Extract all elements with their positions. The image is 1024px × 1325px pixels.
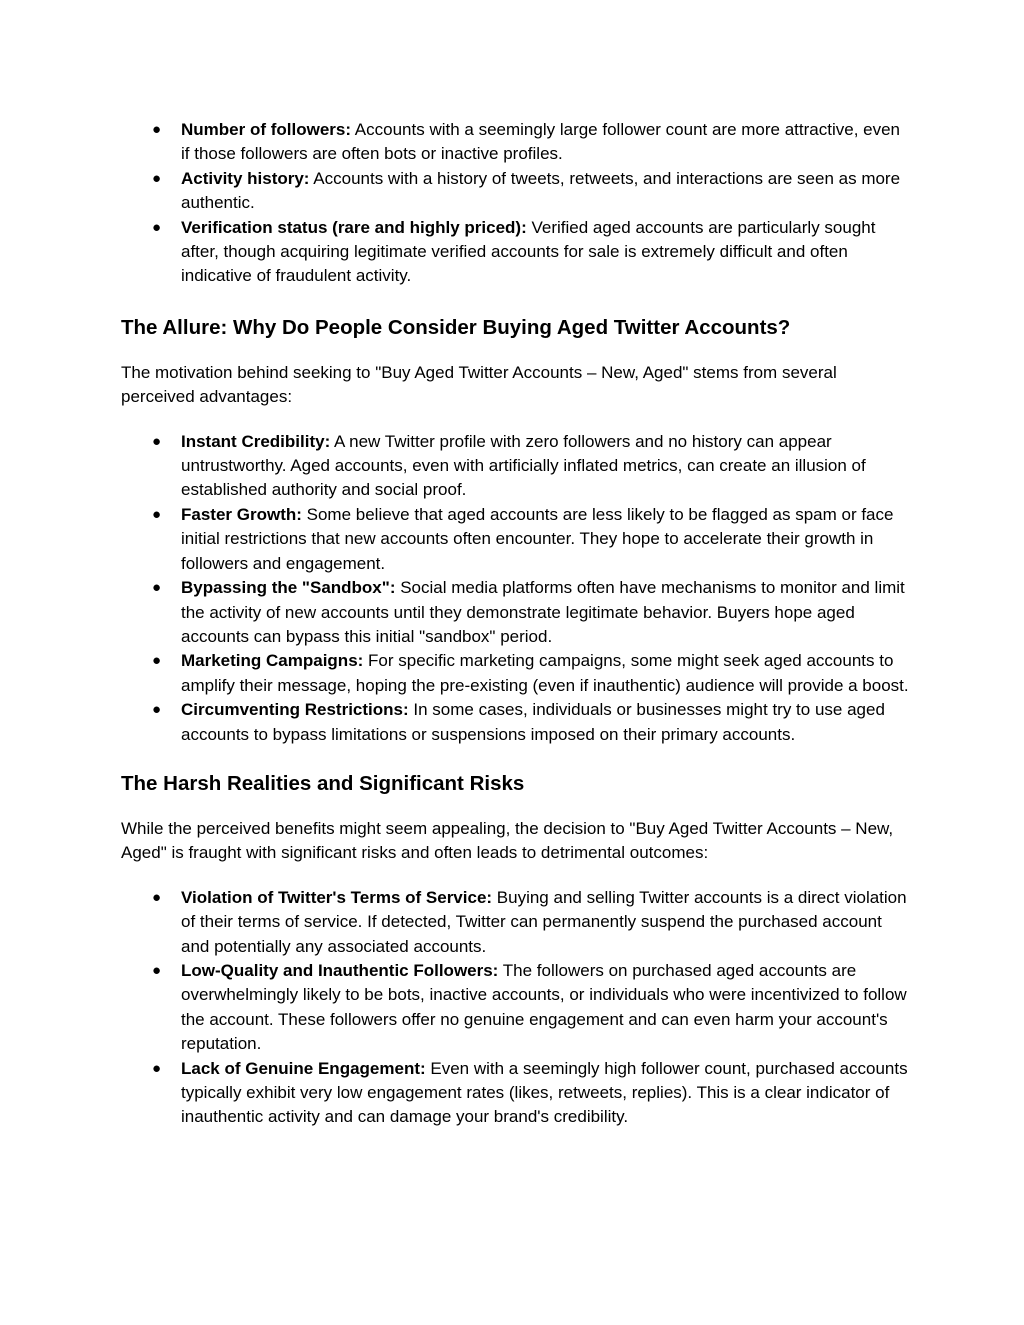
list-item — [121, 1057, 911, 1130]
item-text: Accounts with a seemingly large follower count are more attractive, even if those followers are often bots or inactive profiles. — [181, 120, 901, 164]
item-text: The followers on purchased aged accounts are overwhelmingly likely to be bots, inactive accounts, or individuals who were incentivized to follow the account. These followers offer no genuine engagement and can even harm your account's reputation. — [181, 960, 907, 1054]
item-label: Bypassing the "Sandbox": — [181, 578, 396, 598]
advantages-list — [121, 430, 911, 747]
item-label: Verification status (rare and highly priced): — [181, 217, 527, 237]
bullet-icon: ● — [152, 218, 162, 236]
item-label: Marketing Campaigns: — [181, 651, 364, 671]
list-item — [121, 698, 911, 747]
bullet-icon: ● — [152, 888, 162, 906]
item-text: Some believe that aged accounts are less likely to be flagged as spam or face initial restrictions that new accounts often encounter. They hope to accelerate their growth in followers and engagement. — [181, 504, 894, 573]
item-text: Accounts with a history of tweets, retweets, and interactions are seen as more authentic. — [181, 168, 901, 213]
bullet-icon: ● — [152, 432, 162, 450]
list-item — [121, 167, 911, 216]
bullet-icon: ● — [152, 1059, 162, 1077]
risks-list — [121, 886, 911, 1130]
item-label: Number of followers: — [181, 120, 352, 139]
account-features-list — [121, 118, 911, 289]
item-text: Even with a seemingly high follower count, purchased accounts typically exhibit very low engagement rates (likes, retweets, replies). This is a clear indicator of inauthentic activity and can damage your brand's credibility. — [181, 1058, 908, 1127]
list-item — [121, 118, 911, 167]
list-item — [121, 886, 911, 959]
item-text: A new Twitter profile with zero followers and no history can appear untrustworthy. Aged accounts, even with artificially inflated metrics, can create an illusion of established authority and social proof. — [181, 431, 866, 500]
bullet-icon: ● — [152, 505, 162, 523]
item-text: For specific marketing campaigns, some might seek aged accounts to amplify their message, hoping the pre-existing (even if inauthentic) audience will provide a boost. — [181, 651, 909, 695]
item-text: Social media platforms often have mechanisms to monitor and limit the activity of new accounts until they demonstrate legitimate behavior. Buyers hope aged accounts can bypass this initial "sandbox" period. — [181, 578, 905, 646]
item-label: Instant Credibility: — [181, 431, 331, 451]
list-item — [121, 216, 911, 289]
section-intro-allure: The motivation behind seeking to "Buy Aged Twitter Accounts – New, Aged" stems from several perceived advantages: — [121, 362, 837, 407]
item-label: Circumventing Restrictions: — [181, 700, 409, 720]
list-item — [121, 430, 911, 503]
bullet-icon: ● — [152, 169, 162, 187]
bullet-icon: ● — [152, 652, 162, 670]
list-item — [121, 576, 911, 649]
item-label: Activity history: — [181, 168, 310, 188]
bullet-icon: ● — [152, 961, 162, 979]
section-heading-risks: The Harsh Realities and Significant Risks — [121, 771, 525, 795]
bullet-icon: ● — [152, 701, 162, 719]
section-heading-allure: The Allure: Why Do People Consider Buying Aged Twitter Accounts? — [121, 315, 791, 339]
list-item — [121, 503, 911, 576]
list-item — [121, 649, 911, 698]
item-label: Low-Quality and Inauthentic Followers: — [181, 960, 499, 980]
item-text: Verified aged accounts are particularly sought after, though acquiring legitimate verified accounts for sale is extremely difficult and often indicative of fraudulent activity. — [181, 217, 876, 286]
bullet-icon: ● — [152, 121, 162, 138]
item-text: Buying and selling Twitter accounts is a direct violation of their terms of service. If detected, Twitter can permanently suspend the purchased account and potentially any associated accounts. — [181, 887, 907, 956]
item-label: Faster Growth: — [181, 504, 302, 524]
item-label: Violation of Twitter's Terms of Service: — [181, 887, 493, 907]
section-intro-risks: While the perceived benefits might seem appealing, the decision to "Buy Aged Twitter Accounts – New, Aged" is fraught with significant risks and often leads to detrimental outcomes: — [121, 818, 894, 863]
list-item — [121, 959, 911, 1057]
bullet-icon: ● — [152, 579, 162, 597]
item-text: In some cases, individuals or businesses might try to use aged accounts to bypass limitations or suspensions imposed on their primary accounts. — [181, 700, 885, 744]
document-body — [121, 118, 911, 1130]
item-label: Lack of Genuine Engagement: — [181, 1058, 426, 1078]
